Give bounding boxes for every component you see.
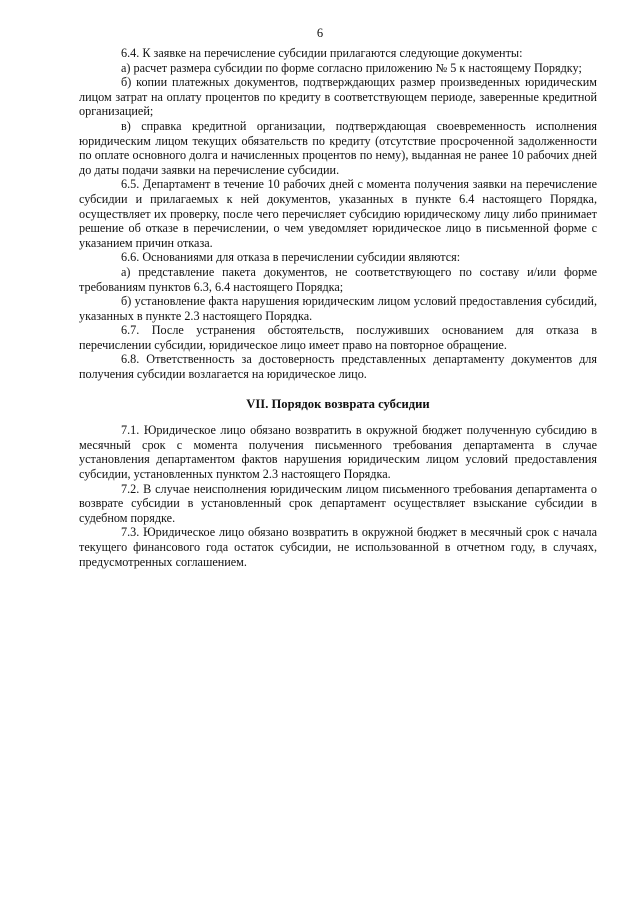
paragraph-6-8: 6.8. Ответственность за достоверность представленных департаменту документов для получения субсидии возлагается на юридическое лицо. xyxy=(79,352,597,382)
paragraph-6-6-b: б) установление факта нарушения юридическим лицом условий предоставления субсидий, указанных в пункте 2.3 настоящего Порядка. xyxy=(79,294,597,323)
paragraph-6-4: 6.4. К заявке на перечисление субсидии прилагаются следующие документы: xyxy=(121,46,523,60)
paragraph-6-4-v: в) справка кредитной организации, подтверждающая своевременность исполнения юридическим лицом текущих обязательств по кредиту (отсутствие просроченной задолженности по оплате основного долга и начисленных процентов по нему), выданная не ранее 10 рабочих дней до даты подачи заявки на перечисление субсидии. xyxy=(79,118,597,177)
paragraph-6-7: 6.7. После устранения обстоятельств, послуживших основанием для отказа в перечислении субсидии, юридическое лицо имеет право на повторное обращение. xyxy=(79,323,597,352)
document-body xyxy=(79,46,597,569)
paragraph-6-5: 6.5. Департамент в течение 10 рабочих дней с момента получения заявки на перечисление субсидии и прилагаемых к ней документов, указанных в пункте 6.4 настоящего Порядка, осуществляет их проверку, после чего перечисляет субсидию юридическому лицу либо принимает решение об отказе в перечислении, о чем уведомляет юридическое лицо в письменной форме с указанием причин отказа. xyxy=(79,177,597,250)
paragraph-6-6: 6.6. Основаниями для отказа в перечислении субсидии являются: xyxy=(121,250,461,265)
page-number: 6 xyxy=(316,26,324,40)
paragraph-6-4-a: а) расчет размера субсидии по форме согласно приложению № 5 к настоящему Порядку; xyxy=(121,60,582,75)
paragraph-7-1: 7.1. Юридическое лицо обязано возвратить в окружной бюджет полученную субсидию в месячный срок с момента получения письменного требования департамента в случае установления департаментом фактов нарушения юридическим лицом условий предоставления субсидии, установленных пунктом 2.3 настоящего Порядка. xyxy=(79,423,597,482)
paragraph-7-2: 7.2. В случае неисполнения юридическим лицом письменного требования департамента о возврате субсидии в установленный срок департамент осуществляет взыскание субсидии в судебном порядке. xyxy=(79,481,597,525)
paragraph-6-4-b: б) копии платежных документов, подтверждающих размер произведенных юридическим лицом затрат на оплату процентов по кредиту в соответствующем периоде, заверенные кредитной организацией; xyxy=(79,75,597,119)
section-7-heading: VII. Порядок возврата субсидии xyxy=(246,396,430,411)
paragraph-6-6-a: а) представление пакета документов, не соответствующего по составу и/или форме требованиям пунктов 6.3, 6.4 настоящего Порядка; xyxy=(79,264,597,294)
paragraph-7-3: 7.3. Юридическое лицо обязано возвратить в окружной бюджет в месячный срок с начала текущего финансового года остаток субсидии, не использованной в отчетном году, в случаях, предусмотренных соглашением. xyxy=(79,525,597,569)
